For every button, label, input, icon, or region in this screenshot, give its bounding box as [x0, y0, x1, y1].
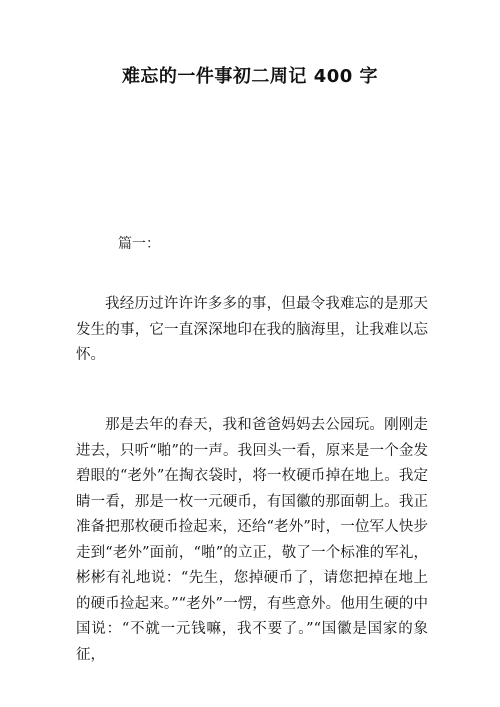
section-label: 篇一：	[118, 236, 160, 252]
paragraph-2: 那是去年的春天，我和爸爸妈妈去公园玩。刚刚走进去，只听“啪”的一声。我回头一看，原来是一个金发碧眼的“老外”在掏衣袋时，将一枚硬币掉在地上。我定睛一看，那是一枚一元硬币，有国徽的那面朝上。我正准备把那枚硬币捡起来，还给“老外”时，一位军人快步走到“老外”面前，“啪”的立正，敬了一个标准的军礼，彬彬有礼地说：“先生，您掉硬币了，请您把掉在地上的硬币捡起来。”“老外”一愣，有些意外。他用生硬的中国说：“不就一元钱嘛，我不要了。”“国徽是国家的象征，	[76, 417, 428, 663]
paragraph-1: 我经历过许许许多多的事，但最令我难忘的是那天发生的事，它一直深深地印在我的脑海里，让我难以忘怀。	[76, 296, 428, 363]
document-title: 难忘的一件事初二周记 400 字	[121, 66, 379, 87]
